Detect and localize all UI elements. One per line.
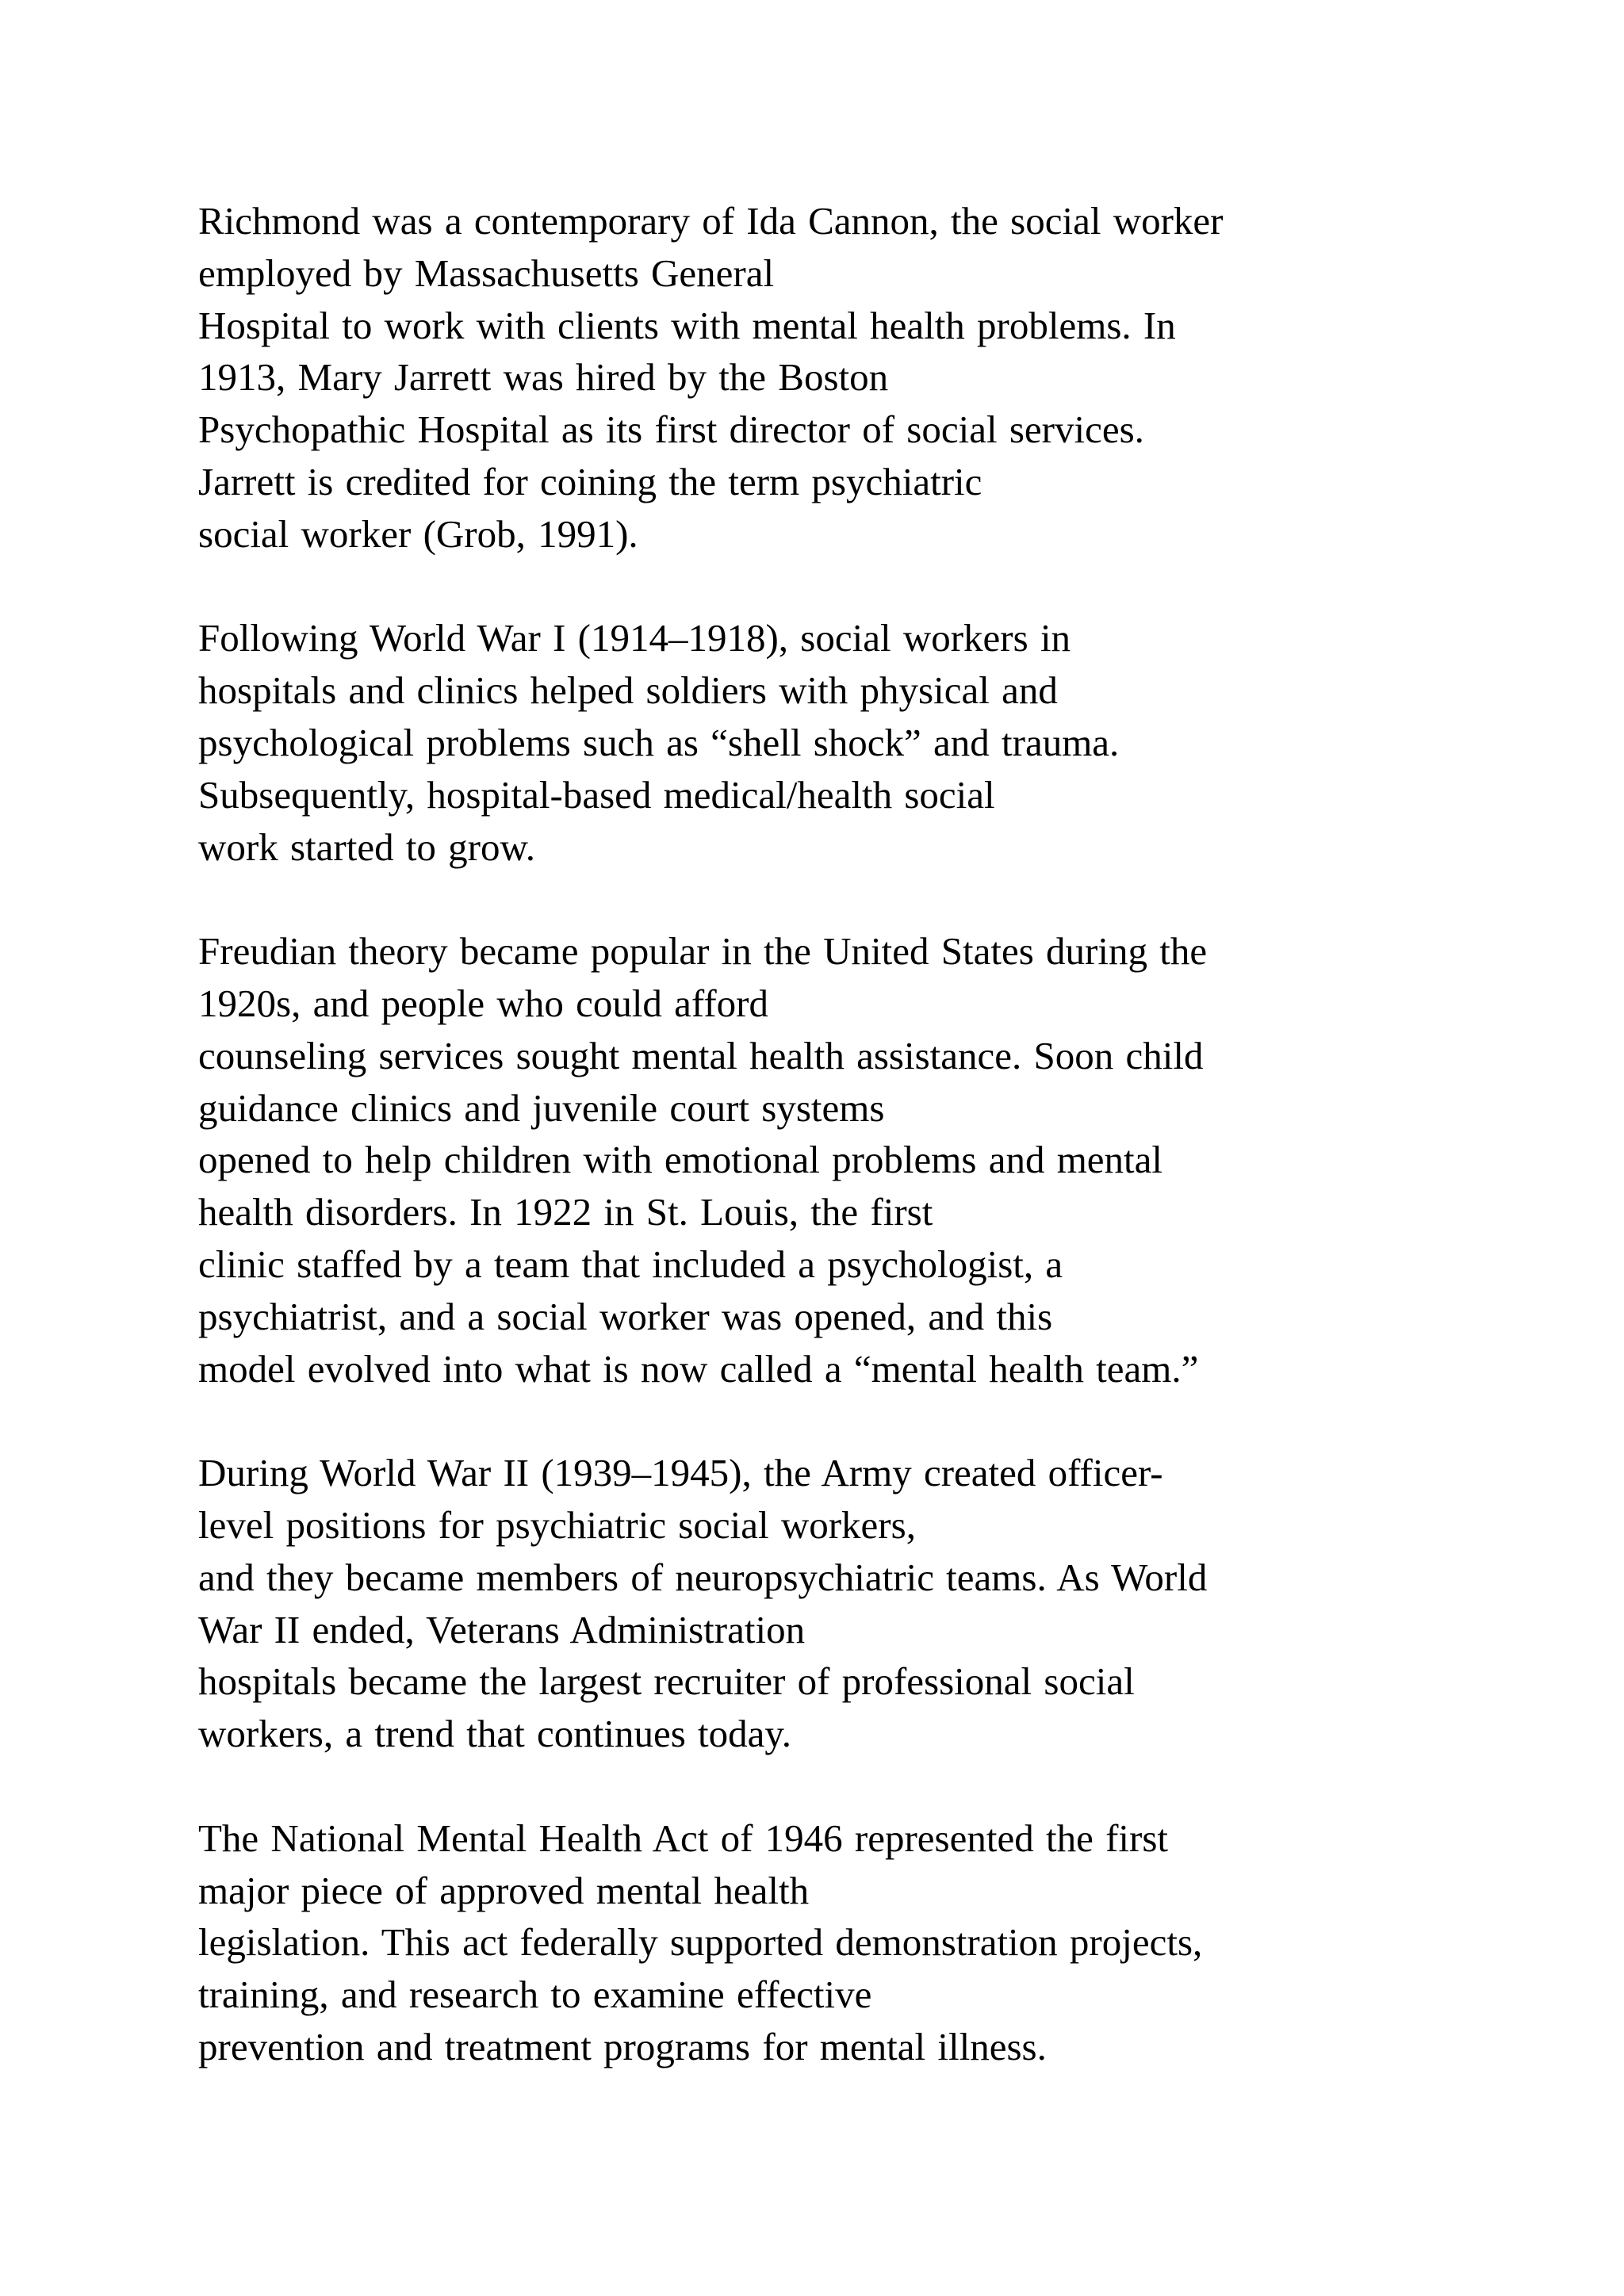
paragraph-3: [198, 925, 1546, 1395]
text-line: During World War II (1939–1945), the Army created officer-: [198, 1451, 1163, 1495]
text-line: guidance clinics and juvenile court systems: [198, 1085, 885, 1130]
text-line: major piece of approved mental health: [198, 1868, 810, 1912]
text-line: Hospital to work with clients with mental health problems. In: [198, 303, 1176, 347]
text-line: Subsequently, hospital-based medical/health social: [198, 772, 995, 817]
text-line: counseling services sought mental health assistance. Soon child: [198, 1033, 1204, 1077]
text-line: Following World War I (1914–1918), social workers in: [198, 616, 1071, 660]
text-line: employed by Massachusetts General: [198, 251, 775, 295]
text-line: 1920s, and people who could afford: [198, 981, 768, 1025]
text-line: War II ended, Veterans Administration: [198, 1607, 806, 1651]
text-line: training, and research to examine effective: [198, 1973, 872, 2017]
paragraph-5: [198, 1812, 1546, 2073]
paragraph-4: [198, 1447, 1546, 1760]
text-line: hospitals and clinics helped soldiers with physical and: [198, 668, 1058, 713]
text-line: opened to help children with emotional problems and mental: [198, 1138, 1163, 1182]
text-line: health disorders. In 1922 in St. Louis, the first: [198, 1190, 933, 1234]
text-line: social worker (Grob, 1991).: [198, 511, 638, 556]
text-line: hospitals became the largest recruiter of professional social: [198, 1659, 1135, 1704]
text-line: and they became members of neuropsychiatric teams. As World: [198, 1555, 1208, 1599]
text-line: Freudian theory became popular in the United States during the: [198, 929, 1208, 974]
text-line: Jarrett is credited for coining the term psychiatric: [198, 459, 982, 503]
text-line: workers, a trend that continues today.: [198, 1712, 791, 1756]
text-line: Psychopathic Hospital as its first director of social services.: [198, 408, 1144, 452]
paragraph-2: [198, 612, 1546, 873]
text-line: The National Mental Health Act of 1946 represented the first: [198, 1816, 1169, 1860]
text-line: level positions for psychiatric social workers,: [198, 1502, 916, 1547]
text-line: psychiatrist, and a social worker was opened, and this: [198, 1294, 1053, 1338]
text-line: 1913, Mary Jarrett was hired by the Boston: [198, 355, 889, 400]
text-line: prevention and treatment programs for mental illness.: [198, 2024, 1047, 2068]
document-body: [198, 195, 1546, 2125]
text-line: work started to grow.: [198, 825, 535, 869]
text-line: model evolved into what is now called a “mental health team.”: [198, 1346, 1199, 1391]
text-line: Richmond was a contemporary of Ida Cannon, the social worker: [198, 199, 1224, 243]
text-line: clinic staffed by a team that included a psychologist, a: [198, 1242, 1063, 1286]
text-line: legislation. This act federally supported demonstration projects,: [198, 1920, 1203, 1965]
paragraph-1: [198, 195, 1546, 561]
text-line: psychological problems such as “shell shock” and trauma.: [198, 720, 1120, 764]
